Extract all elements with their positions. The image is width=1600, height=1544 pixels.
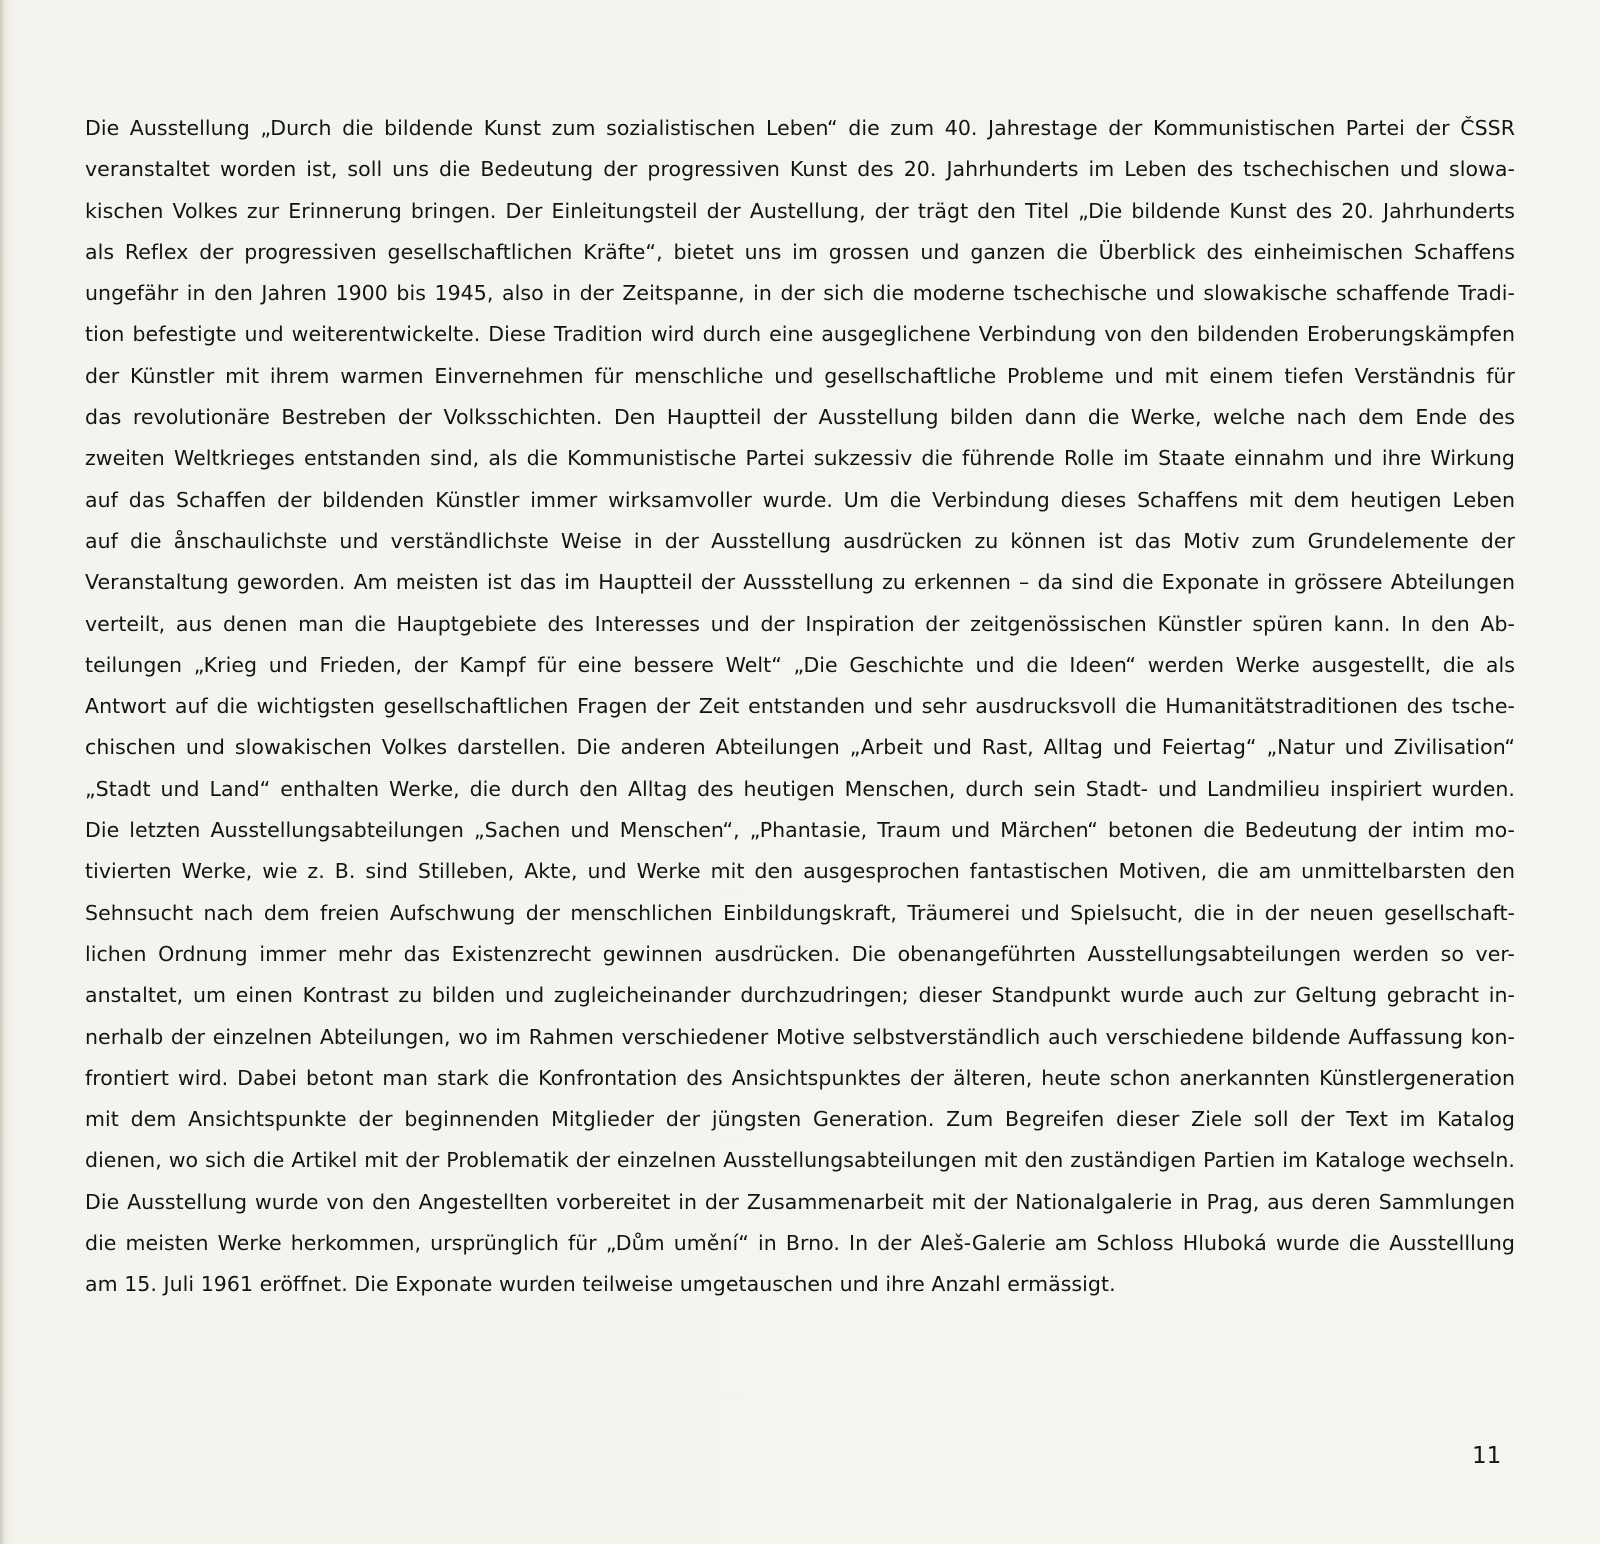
- text-line: veranstaltet worden ist, soll uns die Bedeutung der progressiven Kunst des 20. Jahrhunderts im Leben des tschechischen und slowa-: [85, 157, 1515, 182]
- text-line: mit dem Ansichtspunkte der beginnenden Mitglieder der jüngsten Generation. Zum Begreifen dieser Ziele soll der Text im Katalog: [85, 1107, 1515, 1132]
- text-line-last: am 15. Juli 1961 eröffnet. Die Exponate wurden teilweise umgetauschen und ihre Anzahl ermässigt.: [85, 1272, 1116, 1297]
- page-binding-edge: [0, 0, 5, 1544]
- text-line: Veranstaltung geworden. Am meisten ist das im Hauptteil der Aussstellung zu erkennen – da sind die Exponate in grössere Abteilungen: [85, 570, 1515, 595]
- text-line: auf das Schaffen der bildenden Künstler immer wirksamvoller wurde. Um die Verbindung dieses Schaffens mit dem heutigen Leben: [85, 487, 1515, 512]
- page-number: 11: [1472, 1443, 1502, 1469]
- text-line: Antwort auf die wichtigsten gesellschaftlichen Fragen der Zeit entstanden und sehr ausdrucksvoll die Humanitätstraditionen des tsche-: [85, 694, 1515, 719]
- text-line: als Reflex der progressiven gesellschaftlichen Kräfte“, bietet uns im grossen und ganzen die Überblick des einheimischen Schaffens: [85, 239, 1515, 264]
- text-line: Die Ausstellung „Durch die bildende Kunst zum sozialistischen Leben“ die zum 40. Jahrestage der Kommunistischen Partei der ČSSR: [85, 116, 1515, 140]
- text-line: lichen Ordnung immer mehr das Existenzrecht gewinnen ausdrücken. Die obenangeführten Ausstellungsabteilungen werden so ver-: [85, 941, 1515, 966]
- text-line: Die letzten Ausstellungsabteilungen „Sachen und Menschen“, „Phantasie, Traum und Märchen“ betonen die Bedeutung der intim mo-: [85, 818, 1515, 843]
- text-line: Die Ausstellung wurde von den Angestellten vorbereitet in der Zusammenarbeit mit der Nationalgalerie in Prag, aus deren Sammlungen: [85, 1189, 1515, 1214]
- text-line: nerhalb der einzelnen Abteilungen, wo im Rahmen verschiedener Motive selbstverständlich auch verschiedene bildende Auffassung kon-: [85, 1024, 1515, 1049]
- text-line: frontiert wird. Dabei betont man stark die Konfrontation des Ansichtspunktes der älteren, heute schon anerkannten Künstlergeneration: [85, 1065, 1515, 1090]
- text-line: Sehnsucht nach dem freien Aufschwung der menschlichen Einbildungskraft, Träumerei und Spielsucht, die in der neuen gesellschaft-: [85, 900, 1515, 925]
- text-line: das revolutionäre Bestreben der Volksschichten. Den Hauptteil der Ausstellung bilden dann die Werke, welche nach dem Ende des: [85, 405, 1515, 430]
- text-line: chischen und slowakischen Volkes darstellen. Die anderen Abteilungen „Arbeit und Rast, Alltag und Feiertag“ „Natur und Zivilisation“: [85, 735, 1515, 760]
- text-line: verteilt, aus denen man die Hauptgebiete des Interesses und der Inspiration der zeitgenössischen Künstler spüren kann. In den Ab-: [85, 611, 1515, 636]
- text-line: die meisten Werke herkommen, ursprünglich für „Dům umění“ in Brno. In der Aleš-Galerie am Schloss Hluboká wurde die Ausstelllung: [85, 1231, 1515, 1256]
- body-paragraph: [85, 108, 1515, 1306]
- text-line: tion befestigte und weiterentwickelte. Diese Tradition wird durch eine ausgeglichene Verbindung von den bildenden Eroberungskämpfen: [85, 322, 1515, 347]
- text-line: der Künstler mit ihrem warmen Einvernehmen für menschliche und gesellschaftliche Probleme und mit einem tiefen Verständnis für: [85, 363, 1515, 388]
- text-line: „Stadt und Land“ enthalten Werke, die durch den Alltag des heutigen Menschen, durch sein Stadt- und Landmilieu inspiriert wurden.: [85, 776, 1515, 801]
- text-line: kischen Volkes zur Erinnerung bringen. Der Einleitungsteil der Austellung, der trägt den Titel „Die bildende Kunst des 20. Jahrhunderts: [85, 198, 1515, 223]
- text-line: zweiten Weltkrieges entstanden sind, als die Kommunistische Partei sukzessiv die führende Rolle im Staate einnahm und ihre Wirkung: [85, 446, 1515, 471]
- text-line: tivierten Werke, wie z. B. sind Stilleben, Akte, und Werke mit den ausgesprochen fantastischen Motiven, die am unmittelbarsten den: [85, 859, 1515, 884]
- text-line: teilungen „Krieg und Frieden, der Kampf für eine bessere Welt“ „Die Geschichte und die Ideen“ werden Werke ausgestellt, die als: [85, 652, 1515, 677]
- text-line: ungefähr in den Jahren 1900 bis 1945, also in der Zeitspanne, in der sich die moderne tschechische und slowakische schaffende Tradi-: [85, 281, 1515, 306]
- text-line: anstaltet, um einen Kontrast zu bilden und zugleicheinander durchzudringen; dieser Standpunkt wurde auch zur Geltung gebracht in-: [85, 983, 1515, 1008]
- text-line: auf die ånschaulichste und verständlichste Weise in der Ausstellung ausdrücken zu können ist das Motiv zum Grundelemente der: [85, 528, 1515, 553]
- text-line: dienen, wo sich die Artikel mit der Problematik der einzelnen Ausstellungsabteilungen mit den zuständigen Partien im Kataloge wechseln.: [85, 1148, 1515, 1173]
